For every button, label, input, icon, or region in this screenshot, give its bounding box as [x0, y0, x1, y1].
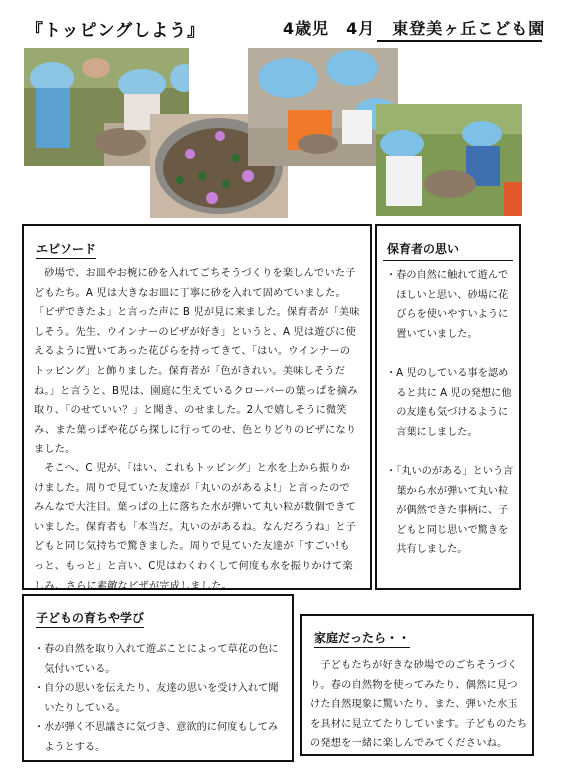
page-title: 『トッピングしよう』	[26, 21, 206, 41]
episode-paragraph-1: 砂場で、お皿やお椀に砂を入れてごちそうづくりを楽しんでいた子どもたち。A 児は大きなお皿に丁寧に砂を入れて固めていました。「ピザできたよ」と言った声に B 児が見に来ました。保育者が「美味しそう。先生、ウインナーのピザが好き」というと、A 児は遊びに使えるように置いてあった花びらを持ってきて、「はい。ウインナーのトッピング」と飾りました。保育者が「色がきれい。美味しそうだね。」と言うと、B児は、園庭に生えているクローバーの葉っぱを摘み取り、「のせていい？」と聞き、のせました。2人で嬉しそうに微笑み、また葉っぱや花びら探しに行ってのせ、色とりどりのピザになりました。	[34, 268, 360, 456]
teacher-thoughts-box	[375, 224, 521, 590]
at-home-paragraph: 子どもたちが好きな砂場でのごちそうづくり。春の自然物を使ってみたり、偶然に見つけた自然現象に驚いたり、また、弾いた水玉を具材に見立てたりしています。子どものたちの発想を一緒に楽しんでみてくださいね。	[310, 660, 528, 750]
episode-paragraph-2: そこへ、C 児が、「はい、これもトッピング」と水を上から振りかけました。周りで見ていた友達が「丸いのがあるよ!」と言ったのでみんなで大注目。葉っぱの上に落ちた水が弾いて丸い粒が数個できていました。保育者も「本当だ。丸いのがあるね。なんだろうね」と子どもと同じ気持ちで驚きました。周りで見ていた友達が「すごい!もっと、もっと」と言い、C児はわくわくして何度も水を振りかけて楽しみ、さらに素敵なピザが完成しました。	[34, 463, 357, 592]
list-item: ・春の自然を取り入れて遊ぶことによって草花の色に気付いている。	[34, 644, 279, 675]
photo-children-adding-water	[376, 104, 522, 216]
list-item: ・春の自然に触れて遊んでほしいと思い、砂場に花びらを使いやすいように置いていました。	[386, 270, 509, 340]
growth-learning-heading: 子どもの育ちや学び	[36, 609, 144, 628]
at-home-box	[300, 614, 534, 756]
teacher-thoughts-list	[386, 266, 514, 580]
episode-heading: エピソード	[36, 240, 96, 259]
class-info: 4歳児 4月 東登美ヶ丘こども園	[283, 19, 546, 38]
list-item: ・水が弾く不思議さに気づき、意欲的に何度もしてみようとする。	[34, 722, 279, 753]
growth-learning-list	[34, 640, 288, 758]
growth-learning-box	[22, 594, 294, 762]
episode-box	[22, 224, 372, 590]
teacher-thoughts-heading: 保育者の思い	[387, 242, 460, 256]
title-underline	[377, 40, 542, 42]
list-item: ・「丸いのがある」という言葉から水が弾いて丸い粒が偶然できた事柄に、子どもと同じ思いで驚きを共有しました。	[386, 465, 514, 556]
list-item: ・自分の思いを伝えたり、友達の思いを受け入れて聞いたりしている。	[34, 683, 279, 714]
teacher-heading-rule	[383, 260, 513, 261]
at-home-heading: 家庭だったら・・	[314, 629, 410, 648]
list-item: ・A 児のしている事を認めると共に A 児の発想に他の友達も気づけるように言葉にしました。	[386, 367, 512, 438]
